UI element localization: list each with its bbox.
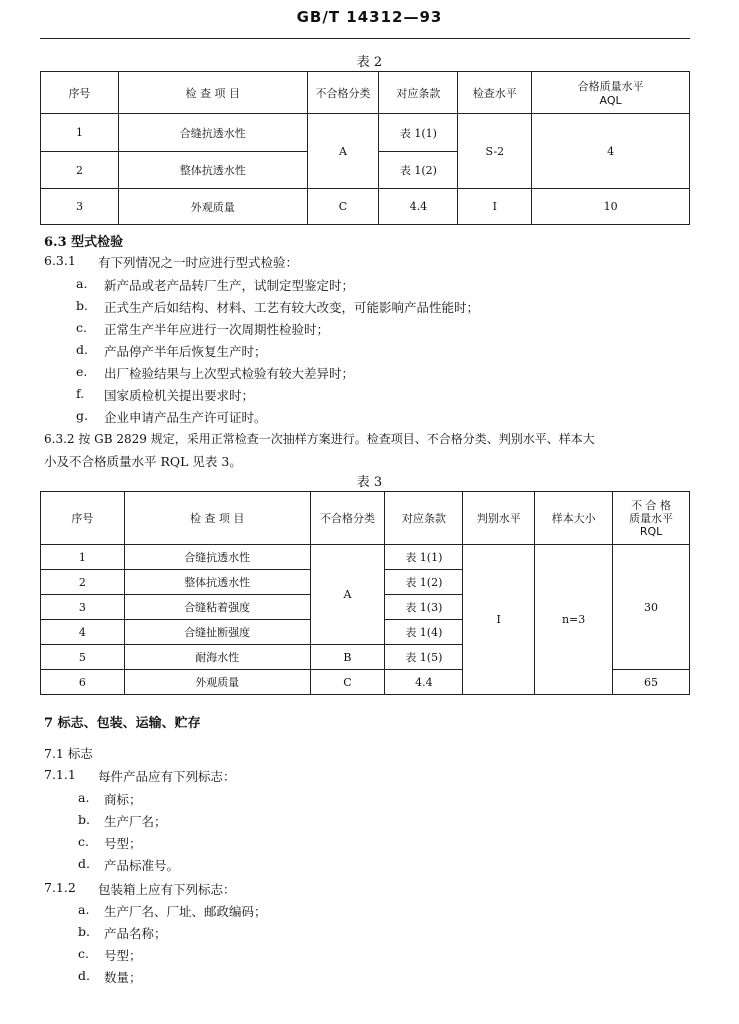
table3-header-rql-line1: 不 合 格 <box>631 498 672 512</box>
standard-header: GB/T 14312—93 <box>296 8 443 26</box>
list-marker: a. <box>78 902 90 917</box>
list-marker: d. <box>78 856 90 871</box>
row-item: 合缝抗透水性 <box>118 114 307 152</box>
list-item: 产品名称； <box>104 926 167 941</box>
section-6-3-1-number: 6.3.1 <box>44 253 76 268</box>
row-item: 合缝扯断强度 <box>124 620 310 645</box>
row-aql: 10 <box>532 189 690 225</box>
group-category: A <box>307 114 379 189</box>
list-item: 正式生产后如结构、材料、工艺有较大改变，可能影响产品性能时； <box>104 300 480 315</box>
section-7-1-1-number: 7.1.1 <box>44 767 76 782</box>
list-item: 生产厂名、厂址、邮政编码； <box>104 904 267 919</box>
row-category: C <box>310 670 385 695</box>
list-marker: a. <box>76 276 88 291</box>
header-rule <box>40 38 690 39</box>
list-item: 商标； <box>104 792 142 807</box>
list-marker: c. <box>76 320 87 335</box>
row-no: 2 <box>41 570 125 595</box>
row-no: 1 <box>41 114 119 152</box>
list-item: 生产厂名； <box>104 814 167 829</box>
list-item: 产品停产半年后恢复生产时； <box>104 344 267 359</box>
table2-header-item: 检 查 项 目 <box>118 72 307 114</box>
list-item: 正常生产半年应进行一次周期性检验时； <box>104 322 330 337</box>
table3-header-rql-line2: 质量水平 <box>629 511 674 525</box>
table3-header-row <box>41 492 690 545</box>
section-7-title: 7 标志、包装、运输、贮存 <box>44 716 201 731</box>
table3-header-rql <box>613 492 690 545</box>
row-item: 耐海水性 <box>124 645 310 670</box>
table-row <box>41 114 690 152</box>
row-clause: 表 1(2) <box>379 152 458 189</box>
section-7-1-1-intro: 每件产品应有下列标志： <box>98 769 236 784</box>
list-item: 数量； <box>104 970 142 985</box>
table3-header-rql-line3: RQL <box>639 524 663 538</box>
table2-header-category: 不合格分类 <box>307 72 379 114</box>
table3-header-item: 检 查 项 目 <box>124 492 310 545</box>
list-marker: b. <box>78 924 90 939</box>
row-no: 1 <box>41 545 125 570</box>
list-marker: a. <box>78 790 90 805</box>
table-row <box>41 189 690 225</box>
row-level: I <box>458 189 532 225</box>
row-item: 整体抗透水性 <box>124 570 310 595</box>
table2-caption: 表 2 <box>356 55 383 70</box>
row-no: 3 <box>41 595 125 620</box>
table2-header-no: 序号 <box>41 72 119 114</box>
table3-header-category: 不合格分类 <box>310 492 385 545</box>
section-6-3-2-line1: 6.3.2 按 GB 2829 规定，采用正常检查一次抽样方案进行。检查项目、不合格分类、判别水平、样本大 <box>44 432 595 446</box>
section-7-1-2-intro: 包装箱上应有下列标志： <box>98 882 236 897</box>
table2-header-aql-line1: 合格质量水平 <box>577 80 644 93</box>
table3-header-sample: 样本大小 <box>535 492 613 545</box>
row-no: 2 <box>41 152 119 189</box>
row-clause: 表 1(1) <box>379 114 458 152</box>
row-clause: 表 1(5) <box>385 645 463 670</box>
row-no: 5 <box>41 645 125 670</box>
list-marker: d. <box>76 342 88 357</box>
table2-header-level: 检查水平 <box>458 72 532 114</box>
table3-header-level: 判别水平 <box>463 492 535 545</box>
row-category: B <box>310 645 385 670</box>
group-aql: 4 <box>532 114 690 189</box>
table3 <box>40 491 690 695</box>
list-item: 号型； <box>104 948 142 963</box>
list-marker: e. <box>76 364 88 379</box>
list-marker: b. <box>78 812 90 827</box>
row-category: C <box>307 189 379 225</box>
row-rql: 65 <box>613 670 690 695</box>
row-clause: 表 1(2) <box>385 570 463 595</box>
row-item: 外观质量 <box>124 670 310 695</box>
table3-header-clause: 对应条款 <box>385 492 463 545</box>
group-level: I <box>463 545 535 695</box>
table2-header-aql <box>532 72 690 114</box>
row-no: 4 <box>41 620 125 645</box>
row-item: 整体抗透水性 <box>118 152 307 189</box>
group-sample: n=3 <box>535 545 613 695</box>
table-row <box>41 545 690 570</box>
table3-caption: 表 3 <box>356 475 383 490</box>
group-category: A <box>310 545 385 645</box>
row-no: 6 <box>41 670 125 695</box>
list-item: 产品标准号。 <box>104 858 180 873</box>
section-7-1-title: 7.1 标志 <box>44 746 93 761</box>
list-item: 企业申请产品生产许可证时。 <box>104 410 267 425</box>
table2-header-clause: 对应条款 <box>379 72 458 114</box>
list-item: 号型； <box>104 836 142 851</box>
table2-header-row <box>41 72 690 114</box>
list-marker: c. <box>78 834 89 849</box>
list-marker: g. <box>76 408 88 423</box>
list-marker: d. <box>78 968 90 983</box>
row-clause: 表 1(3) <box>385 595 463 620</box>
row-clause: 表 1(4) <box>385 620 463 645</box>
row-clause: 4.4 <box>385 670 463 695</box>
group-level: S-2 <box>458 114 532 189</box>
list-marker: c. <box>78 946 89 961</box>
section-6-3-2-line2: 小及不合格质量水平 RQL 见表 3。 <box>44 454 242 469</box>
section-6-3-1-intro: 有下列情况之一时应进行型式检验： <box>98 255 299 270</box>
row-clause: 4.4 <box>379 189 458 225</box>
row-no: 3 <box>41 189 119 225</box>
section-7-1-2-number: 7.1.2 <box>44 880 76 895</box>
group-rql: 30 <box>613 545 690 670</box>
table3-header-no: 序号 <box>41 492 125 545</box>
table2 <box>40 71 690 225</box>
row-item: 合缝粘着强度 <box>124 595 310 620</box>
list-marker: f. <box>76 386 85 401</box>
list-item: 国家质检机关提出要求时； <box>104 388 255 403</box>
row-item: 外观质量 <box>118 189 307 225</box>
list-item: 出厂检验结果与上次型式检验有较大差异时； <box>104 366 355 381</box>
section-6-3-title: 6.3 型式检验 <box>44 235 124 250</box>
list-item: 新产品或老产品转厂生产，试制定型鉴定时； <box>104 278 355 293</box>
row-clause: 表 1(1) <box>385 545 463 570</box>
row-item: 合缝抗透水性 <box>124 545 310 570</box>
table2-header-aql-line2: AQL <box>599 94 622 107</box>
list-marker: b. <box>76 298 88 313</box>
